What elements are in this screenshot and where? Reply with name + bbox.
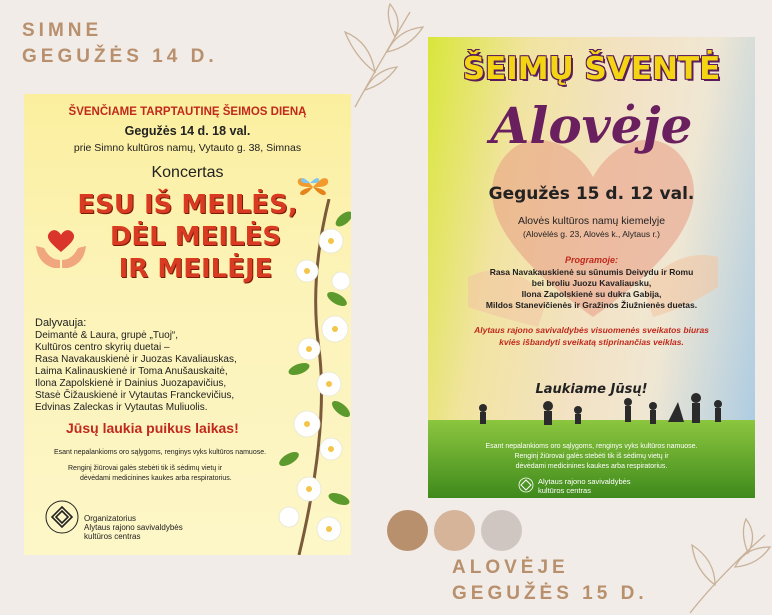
poster1-location: prie Simno kultūros namų, Vytauto g. 38, Simnas [73, 142, 302, 154]
swatch-tan [434, 510, 475, 551]
poster2-notice2a: Renginį žiūrovai galės stebėti tik iš sėdimų vietų ir [514, 453, 669, 460]
header-simne-date: GEGUŽĖS 14 D. [22, 46, 218, 67]
swatch-grey [481, 510, 522, 551]
poster2-date-time: Gegužės 15 d. 12 val. [488, 184, 695, 204]
poster1-participant: Rasa Navakauskienė ir Juozas Kavaliauskas, [35, 354, 237, 365]
poster-aloveje [428, 37, 755, 498]
poster1-date-time: Gegužės 14 d. 18 val. [124, 124, 251, 138]
poster2-venue: Alovės kultūros namų kiemelyje [517, 215, 666, 227]
poster1-slogan: Jūsų laukia puikus laikas! [66, 420, 239, 436]
poster2-program-label: Programoje: [564, 255, 618, 265]
poster2-welcome: Laukiame Jūsų! [535, 382, 648, 397]
header-aloveje-place: ALOVĖJE [452, 557, 569, 578]
poster2-invite1: Alytaus rajono savivaldybės visuomenės sveikatos biuras [474, 325, 709, 335]
hands-heart-icon [32, 224, 90, 274]
poster2-place: Alovėje [490, 96, 693, 155]
poster1-title-line1: ESU IŠ MEILĖS, [77, 190, 298, 220]
poster2-organizer-line1: Alytaus rajono savivaldybės [538, 477, 631, 486]
poster1-concert-label: Koncertas [151, 164, 224, 181]
kulturos-centras-logo-icon [44, 499, 80, 535]
poster1-participant: Deimantė & Laura, grupė „Tuoj“, [35, 330, 179, 341]
poster2-program-item: bei broliu Juozu Kavaliausku, [531, 278, 652, 288]
poster2-program-item: Mildos Stanevičienės ir Gražinos Žiužnienės duetas. [485, 300, 698, 310]
header-simne-place: SIMNE [22, 20, 103, 41]
poster1-headline: ŠVENČIAME TARPTAUTINĘ ŠEIMOS DIENĄ [68, 106, 307, 118]
poster2-program-item: Rasa Navakauskienė su sūnumis Deivydu ir Romu [489, 267, 694, 277]
header-simne [22, 18, 218, 70]
poster1-participant: Stasė Čižauskienė ir Vytautas Franckevičius, [35, 390, 235, 401]
poster1-notice2b: dėvėdami medicinines kaukes arba respiratorius. [80, 475, 232, 482]
poster2-program-item: Ilona Zapolskienė su dukra Gabija, [521, 289, 662, 299]
leaf-sprig-bottom-icon [680, 515, 772, 615]
poster1-participant: Kultūros centro skyrių duetai – [35, 342, 170, 353]
poster1-participant: Ilona Zapolskienė ir Dainius Juozapavičius, [35, 378, 227, 389]
poster1-organizer-label: Organizatorius [84, 514, 137, 523]
poster1-notice1: Esant nepalankioms oro sąlygoms, renginys vyks kultūros namuose. [54, 449, 267, 456]
apple-blossom-branch-icon [249, 199, 351, 555]
header-aloveje [452, 555, 648, 607]
poster2-address: (Alovėlės g. 23, Alovės k., Alytaus r.) [522, 229, 660, 239]
poster2-logo-icon [518, 477, 534, 493]
butterfly-blue-icon [300, 176, 320, 190]
poster1-organizer-line2: kultūros centras [84, 532, 141, 541]
poster2-title: ŠEIMŲ ŠVENTĖ [462, 51, 721, 87]
poster2-notice1: Esant nepalankioms oro sąlygoms, renginys vyks kultūros namuose. [485, 443, 698, 450]
header-aloveje-date: GEGUŽĖS 15 D. [452, 583, 648, 604]
poster2-organizer-line2: kultūros centras [538, 486, 591, 495]
poster1-participants-label: Dalyvauja: [35, 317, 87, 329]
poster1-title-line2: DĖL MEILĖS [109, 222, 282, 252]
poster1-notice2a: Renginį žiūrovai galės stebėti tik iš sėdimų vietų ir [68, 465, 223, 472]
poster-simne [24, 94, 351, 555]
poster1-organizer-line1: Alytaus rajono savivaldybės [84, 523, 183, 532]
poster1-participant: Laima Kalinauskienė ir Toma Anušauskaitė, [35, 366, 228, 377]
poster2-invite2: kviės išbandyti sveikatą stiprinančias veiklas. [499, 337, 684, 347]
poster1-participant: Edvinas Zaleckas ir Vytautas Muliuolis. [35, 402, 208, 413]
poster1-title-line3: IR MEILĖJE [118, 254, 273, 284]
poster2-notice2b: dėvėdami medicinines kaukes arba respiratorius. [515, 463, 668, 470]
swatch-brown [387, 510, 428, 551]
